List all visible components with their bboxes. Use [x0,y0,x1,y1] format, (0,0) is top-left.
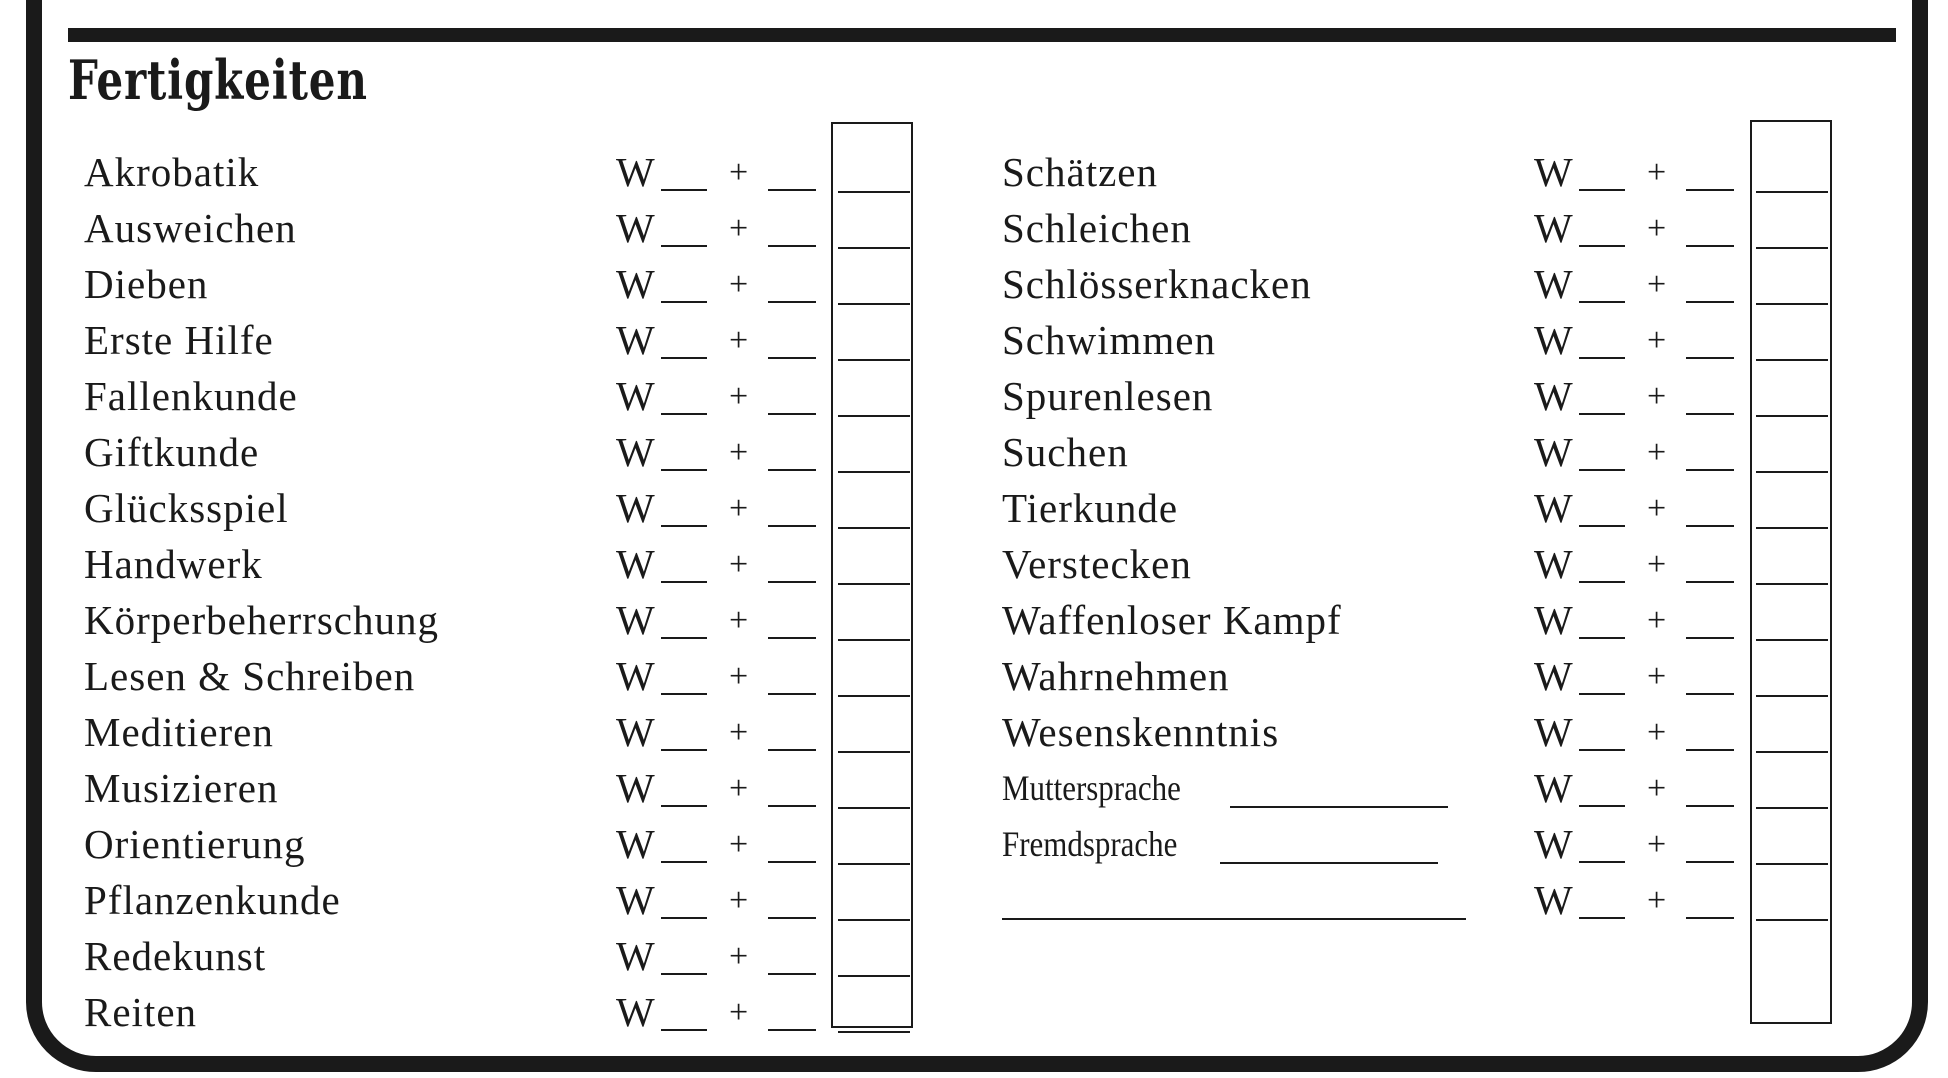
die-label: W [1534,485,1573,531]
bonus-blank[interactable] [768,245,816,247]
skill-name: Orientierung [84,821,306,867]
plus-sign: + [729,434,749,471]
die-label: W [1534,821,1573,867]
plus-sign: + [1647,266,1667,303]
plus-sign: + [729,210,749,247]
plus-sign: + [729,154,749,191]
die-size-blank[interactable] [661,917,707,919]
skill-name: Schlösserknacken [1002,261,1312,307]
die-size-blank[interactable] [661,861,707,863]
plus-sign: + [1647,714,1667,751]
plus-sign: + [729,602,749,639]
die-size-blank[interactable] [661,245,707,247]
bonus-blank[interactable] [768,189,816,191]
bonus-blank[interactable] [768,301,816,303]
bonus-blank[interactable] [768,413,816,415]
plus-sign: + [729,714,749,751]
bonus-blank[interactable] [768,861,816,863]
die-label: W [616,373,655,419]
plus-sign: + [1647,322,1667,359]
bonus-blank[interactable] [1686,637,1734,639]
die-label: W [1534,205,1573,251]
die-label: W [616,709,655,755]
die-label: W [1534,149,1573,195]
die-label: W [1534,765,1573,811]
skill-name-blank[interactable] [1220,862,1438,864]
die-label: W [1534,877,1573,923]
skill-name: Fremdsprache [1002,824,1178,864]
bonus-blank[interactable] [768,637,816,639]
plus-sign: + [729,826,749,863]
skill-name: Musizieren [84,765,279,811]
bonus-blank[interactable] [1686,917,1734,919]
plus-sign: + [729,770,749,807]
plus-sign: + [1647,602,1667,639]
die-label: W [616,653,655,699]
skill-name: Verstecken [1002,541,1192,587]
die-size-blank[interactable] [1579,469,1625,471]
die-size-blank[interactable] [1579,525,1625,527]
bonus-blank[interactable] [768,805,816,807]
die-size-blank[interactable] [1579,581,1625,583]
skill-name: Schätzen [1002,149,1158,195]
die-label: W [1534,261,1573,307]
skill-name: Wahrnehmen [1002,653,1230,699]
die-size-blank[interactable] [661,469,707,471]
skill-name: Redekunst [84,933,267,979]
skill-name: Erste Hilfe [84,317,274,363]
bonus-blank[interactable] [768,693,816,695]
total-box-left [831,122,913,1028]
skill-name: Spurenlesen [1002,373,1214,419]
die-size-blank[interactable] [661,973,707,975]
skill-name-blank[interactable] [1230,806,1448,808]
bonus-blank[interactable] [768,749,816,751]
bonus-blank[interactable] [768,525,816,527]
bonus-blank[interactable] [1686,693,1734,695]
die-label: W [616,989,655,1035]
die-label: W [1534,317,1573,363]
bonus-blank[interactable] [1686,805,1734,807]
skill-name: Suchen [1002,429,1129,475]
die-size-blank[interactable] [1579,189,1625,191]
bonus-blank[interactable] [1686,581,1734,583]
plus-sign: + [1647,882,1667,919]
die-label: W [616,933,655,979]
plus-sign: + [1647,154,1667,191]
top-divider [68,28,1896,42]
skill-name: Dieben [84,261,209,307]
bonus-blank[interactable] [1686,357,1734,359]
skill-name: Schleichen [1002,205,1192,251]
die-size-blank[interactable] [661,413,707,415]
die-label: W [616,541,655,587]
total-box-right [1750,120,1832,1024]
bonus-blank[interactable] [768,469,816,471]
skill-name: Tierkunde [1002,485,1179,531]
plus-sign: + [729,658,749,695]
die-size-blank[interactable] [661,637,707,639]
plus-sign: + [1647,434,1667,471]
die-label: W [1534,597,1573,643]
die-label: W [1534,653,1573,699]
plus-sign: + [1647,770,1667,807]
skill-name: Körperbeherrschung [84,597,439,643]
die-label: W [616,205,655,251]
skill-name-blank[interactable] [1002,918,1466,920]
skill-name: Handwerk [84,541,263,587]
die-label: W [616,429,655,475]
bonus-blank[interactable] [1686,413,1734,415]
plus-sign: + [1647,490,1667,527]
skill-name: Schwimmen [1002,317,1216,363]
bonus-blank[interactable] [1686,301,1734,303]
die-label: W [1534,541,1573,587]
die-label: W [1534,709,1573,755]
skill-name: Reiten [84,989,198,1035]
plus-sign: + [1647,378,1667,415]
die-size-blank[interactable] [1579,357,1625,359]
die-label: W [616,765,655,811]
die-size-blank[interactable] [1579,749,1625,751]
die-size-blank[interactable] [661,189,707,191]
skill-name: Fallenkunde [84,373,298,419]
die-size-blank[interactable] [661,581,707,583]
plus-sign: + [1647,658,1667,695]
die-size-blank[interactable] [661,301,707,303]
skill-name: Ausweichen [84,205,297,251]
plus-sign: + [1647,546,1667,583]
bonus-blank[interactable] [1686,525,1734,527]
die-size-blank[interactable] [661,1029,707,1031]
die-size-blank[interactable] [661,693,707,695]
skill-name: Waffenloser Kampf [1002,597,1342,643]
plus-sign: + [729,938,749,975]
bonus-blank[interactable] [768,1029,816,1031]
bonus-blank[interactable] [1686,749,1734,751]
bonus-blank[interactable] [768,973,816,975]
plus-sign: + [729,266,749,303]
plus-sign: + [729,546,749,583]
bonus-blank[interactable] [768,581,816,583]
bonus-blank[interactable] [1686,861,1734,863]
die-label: W [616,261,655,307]
die-label: W [1534,373,1573,419]
die-label: W [616,877,655,923]
plus-sign: + [729,490,749,527]
die-size-blank[interactable] [661,357,707,359]
die-size-blank[interactable] [661,805,707,807]
skill-name: Akrobatik [84,149,260,195]
die-size-blank[interactable] [661,749,707,751]
skill-name: Pflanzenkunde [84,877,341,923]
die-size-blank[interactable] [661,525,707,527]
die-size-blank[interactable] [1579,637,1625,639]
bonus-blank[interactable] [768,357,816,359]
die-label: W [616,597,655,643]
die-size-blank[interactable] [1579,917,1625,919]
die-size-blank[interactable] [1579,245,1625,247]
skill-name: Lesen & Schreiben [84,653,416,699]
skill-name: Meditieren [84,709,274,755]
bonus-blank[interactable] [1686,189,1734,191]
bonus-blank[interactable] [768,917,816,919]
plus-sign: + [1647,210,1667,247]
skill-name: Muttersprache [1002,768,1181,808]
die-size-blank[interactable] [1579,805,1625,807]
plus-sign: + [729,378,749,415]
die-size-blank[interactable] [1579,861,1625,863]
bonus-blank[interactable] [1686,245,1734,247]
plus-sign: + [729,994,749,1031]
skill-name: Wesenskenntnis [1002,709,1280,755]
die-size-blank[interactable] [1579,413,1625,415]
die-label: W [616,821,655,867]
skill-name: Giftkunde [84,429,260,475]
die-label: W [1534,429,1573,475]
plus-sign: + [729,882,749,919]
die-label: W [616,317,655,363]
plus-sign: + [1647,826,1667,863]
section-title: Fertigkeiten [68,48,368,112]
bonus-blank[interactable] [1686,469,1734,471]
total-blank[interactable] [838,1031,910,1033]
plus-sign: + [729,322,749,359]
die-size-blank[interactable] [1579,301,1625,303]
die-label: W [616,149,655,195]
die-label: W [616,485,655,531]
skill-name: Glücksspiel [84,485,289,531]
die-size-blank[interactable] [1579,693,1625,695]
